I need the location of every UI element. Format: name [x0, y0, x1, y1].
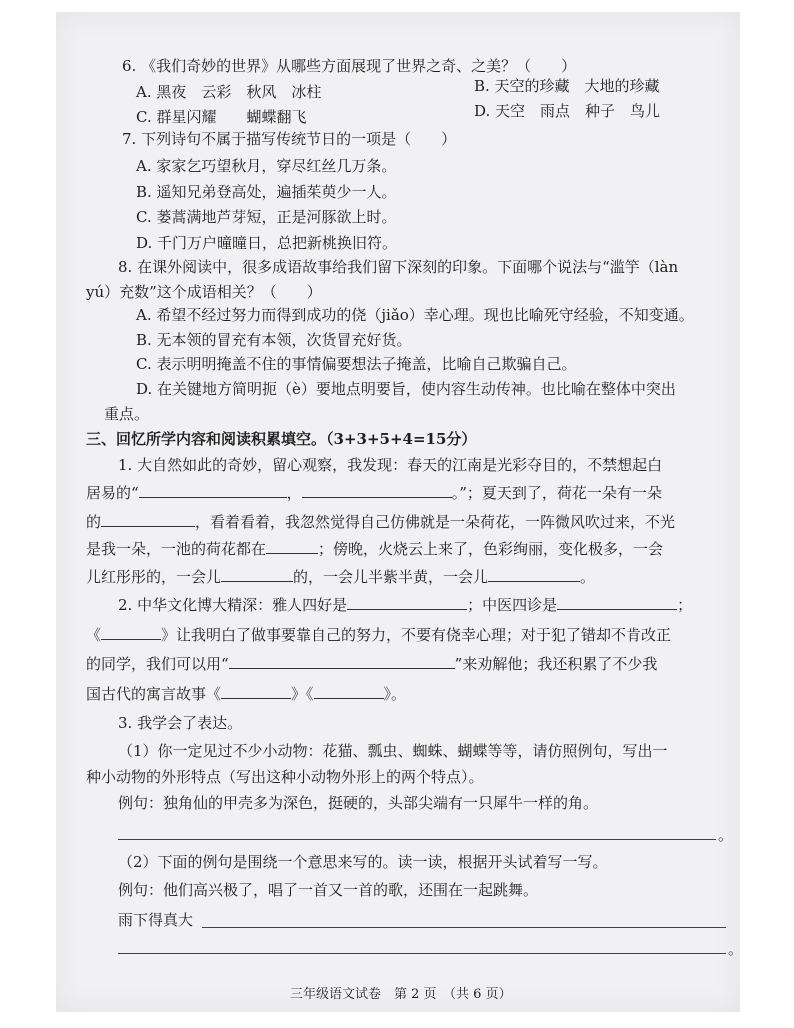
s2-line1 [118, 595, 692, 615]
s1-line1: 1. 大自然如此的奇妙，留心观察，我发现：春天的江南是光彩夺目的，不禁想起白 [118, 456, 663, 474]
s1-line4 [86, 539, 663, 559]
q8-option-b: B. 无本领的冒充有本领，次货冒充好货。 [136, 331, 412, 349]
q7-option-d: D. 千门万户曈曈日，总把新桃换旧符。 [136, 234, 398, 252]
q8-stem-line1: 8. 在课外阅读中，很多成语故事给我们留下深刻的印象。下面哪个说法与“滥竽（làn [118, 258, 679, 276]
s3-part1-line2: 种小动物的外形特点（写出这种小动物外形上的两个特点）。 [86, 768, 484, 786]
s2-line3 [86, 654, 657, 674]
s1-text: 儿红彤彤的，一会儿 [86, 568, 222, 586]
s2-text: 的同学，我们可以用“ [86, 655, 229, 673]
section3-title: 三、回忆所学内容和阅读积累填空。 [86, 430, 327, 448]
s3-end-period: 。 [718, 826, 734, 844]
s1-text: ；傍晚，火烧云上来了，色彩绚丽，变化极多，一会 [318, 540, 664, 558]
answer-blank[interactable] [266, 539, 318, 554]
answer-blank[interactable] [221, 684, 291, 699]
q6-option-c: C. 群星闪耀 蝴蝶翻飞 [136, 108, 307, 126]
s1-text: 。 [580, 568, 596, 586]
s2-text: 》让我明白了做事要靠自己的努力，不要有侥幸心理；对于犯了错却不肯改正 [161, 626, 672, 644]
s2-text: 2. 中华文化博大精深：雅人四好是 [118, 596, 348, 614]
s3-part2: （2）下面的例句是围绕一个意思来写的。读一读，根据开头试着写一写。 [118, 853, 608, 871]
q8-option-d-line2: 重点。 [104, 405, 150, 423]
answer-line[interactable] [202, 926, 726, 928]
answer-blank[interactable] [314, 684, 384, 699]
s3-title: 3. 我学会了表达。 [118, 714, 243, 732]
answer-blank[interactable] [229, 654, 455, 669]
s3-part1-line1: （1）你一定见过不少小动物：花猫、瓢虫、蜘蛛、蝴蝶等等，请仿照例句，写出一 [118, 742, 668, 760]
s1-text: 的 [86, 513, 102, 531]
q6-stem: 6. 《我们奇妙的世界》从哪些方面展现了世界之奇、之美？（ ） [122, 57, 577, 75]
page-footer: 三年级语文试卷 第 2 页 （共 6 页） [290, 987, 512, 1002]
answer-blank[interactable] [488, 567, 580, 582]
s2-line2 [86, 625, 671, 645]
q8-option-d-line1: D. 在关键地方简明扼（è）要地点明要旨，使内容生动传神。也比喻在整体中突出 [136, 380, 676, 398]
s1-text: 居易的“ [86, 484, 139, 502]
answer-blank[interactable] [101, 625, 161, 640]
s1-text: 的，一会儿半紫半黄，一会儿 [293, 568, 489, 586]
q7-stem: 7. 下列诗句不属于描写传统节日的一项是（ ） [122, 130, 457, 148]
s3-start2: 雨下得真大 [118, 911, 194, 929]
s1-line2 [86, 483, 662, 503]
s1-text: 是我一朵，一池的荷花都在 [86, 540, 267, 558]
q7-option-a: A. 家家乞巧望秋月，穿尽红丝几万条。 [136, 157, 397, 175]
s3-example2: 例句：他们高兴极了，唱了一首又一首的歌，还围在一起跳舞。 [118, 881, 539, 899]
s1-text: ，看着看着，我忽然觉得自己仿佛就是一朵荷花，一阵微风吹过来，不光 [195, 513, 676, 531]
answer-blank[interactable] [347, 595, 467, 610]
answer-line[interactable] [118, 838, 716, 840]
section3-heading [86, 429, 476, 449]
s2-line4 [86, 684, 406, 704]
q8-option-a: A. 希望不经过努力而得到成功的侥（jiǎo）幸心理。现也比喻死守经验，不知变通。 [136, 306, 694, 324]
s3-example1: 例句：独角仙的甲壳多为深色，挺硬的，头部尖端有一只犀牛一样的角。 [118, 794, 599, 812]
answer-blank[interactable] [139, 483, 287, 498]
answer-line[interactable] [118, 952, 726, 954]
s2-text: 》。 [383, 685, 407, 703]
q7-option-b: B. 遥知兄弟登高处，遍插茱萸少一人。 [136, 183, 397, 201]
q8-option-c: C. 表示明明掩盖不住的事情偏要想法子掩盖，比喻自己欺骗自己。 [136, 355, 577, 373]
answer-blank[interactable] [302, 483, 452, 498]
s2-text: ； [677, 596, 693, 614]
q6-option-d: D. 天空 雨点 种子 鸟儿 [474, 102, 661, 120]
q8-stem-line2: yú）充数”这个成语相关？（ ） [86, 283, 322, 301]
s1-text: ， [286, 484, 302, 502]
s2-text: 《 [86, 626, 102, 644]
answer-blank[interactable] [221, 567, 293, 582]
s2-text: ”来劝解他；我还积累了不少我 [454, 655, 658, 673]
q6-option-a: A. 黑夜 云彩 秋风 冰柱 [136, 83, 322, 101]
section3-score: （3+3+5+4=15分） [326, 430, 477, 448]
q7-option-c: C. 蒌蒿满地芦芽短，正是河豚欲上时。 [136, 208, 397, 226]
s1-line5 [86, 567, 595, 587]
answer-blank[interactable] [557, 595, 677, 610]
s2-text: ；中医四诊是 [467, 596, 558, 614]
s2-text: 》《 [291, 685, 314, 703]
answer-blank[interactable] [101, 512, 195, 527]
s1-text: 。”；夏天到了，荷花一朵有一朵 [451, 484, 662, 502]
q6-option-b: B. 天空的珍藏 大地的珍藏 [474, 77, 660, 95]
s3-end-period: 。 [728, 940, 744, 958]
s1-line3 [86, 512, 675, 532]
s2-text: 国古代的寓言故事《 [86, 685, 222, 703]
